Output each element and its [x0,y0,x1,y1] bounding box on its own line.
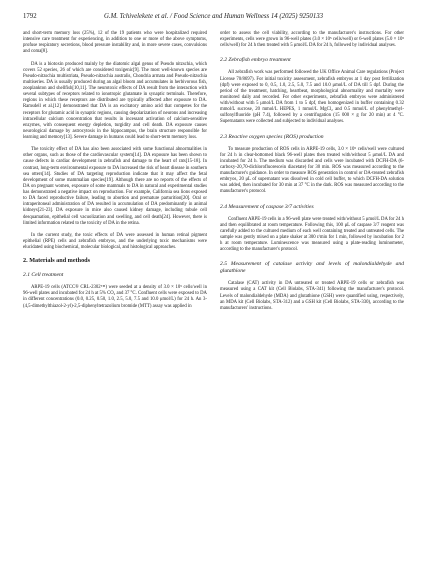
running-header [23,11,404,23]
subsection-heading: 2.5 Measurement of catalase activity and levels of malondialdehyde and glutathione [220,261,404,275]
journal-citation-line: G.M. Tchivelekete et al. / Food Science and Human Wellness 14 (2025) 9250133 [103,13,324,20]
section-heading: 2. Materials and methods [23,257,91,265]
paragraph: Catalase (CAT) activity in DA untreated or treated ARPE-19 cells or zebrafish was measured using a CAT kit (Cell Biolabs, STA-341) following the manufacturer's protocol. Levels of malondialdehyde (MDA) and glutathione (GSH) were quantified using, respectively, an MDA kit (Cell Biolabs, STA-312) and a GSH kit (Cell Biolabs, STA-330), according to the manufacturers' instructions. [220,281,404,311]
paragraph: order to assess the cell viability, according to the manufacturer's instructions. For other experiments, cells were grown in 96-well plates (3.0 × 10⁵ cells/well) or 6-well plates (5.0 × 10⁵ cells/well) for 24 h then treated with 5 μmol/L DA for 24 h, followed by individual analyses. [220,31,404,49]
paragraph: The toxicity effect of DA has also been associated with some functional abnormalities in other organs, such as those of the cardiovascular system[14]. DA exposure has been shown to cause defects in cardiac development in zebrafish and damage to the heart of rats[15-18]. In contrast, long-term environmental exposure to DA increased the risk of heart disease in southern sea otters[14]. Studies of DA targeting reproduction indicate that it may affect the fetal development of some mammalian species[19]. Although there are no reports of the effects of DA on pregnant women, exposure of some mammals to DA in natural and experimental studies has demonstrated a negative impact on reproduction. For example, California sea lions exposed to DA faced reproductive failure, leading to abortion and premature parturition[20]. Oral or intraperitoneal administration of DA resulted in accumulation of DA predominantly in animal kidneys[21-23]. DA exposure in mice also caused kidney damage, including tubule cell desquamation, epithelial cell vacuolization and swelling, and cell death[24]. However, there is limited information related to the toxicity of DA in the retina. [23,147,207,226]
paragraph: In the current study, the toxic effects of DA were assessed in human retinal pigment epithelial (RPE) cells and zebrafish embryos, and the underlying toxic mechanisms were elucidated using biochemical, molecular biological, and histological approaches. [23,232,207,250]
paragraph: Confluent ARPE-19 cells in a 96-well plate were treated with/without 5 μmol/L DA for 24 h and then equilibrated at room temperature. Following this, 100 μL of caspase 3/7 reagent was carefully added to the cultured medium of each well containing treated and untreated cells. The sample was gently mixed on a plate shaker at 300 r/min for 1 min, followed by incubation for 2 h at room temperature. Luminescence was measured using a plate-reading luminometer, according to the manufacturer's protocol. [220,216,404,253]
subsection-heading: 2.4 Measurement of caspase 3/7 activities [220,203,314,210]
subsection-heading: 2.1 Cell treatment [23,272,64,279]
paragraph: DA is a biotoxin produced mainly by the diatomic algal genus of Pseudo nitzschia, which covers 52 species, 26 of which are considered toxigenic[9]. The most well-known species are Pseudo-nitzschia multistriata, Pseudo-nitzschia australis, Chondria armata and Pseudo-nitzschia multiseries. DA is usually produced during an algal bloom and accumulates in herbivorous fish, zooplankton and shellfish[10,11]. The neurotoxic effects of DA result from the interaction with several subtypes of receptors related to ionotropic glutamate in synaptic terminals. Therefore, regions in which these receptors are distributed are typically affected after exposure to DA. Ramsdell et al.[12] demonstrated that DA is an excitatory amino acid that competes for the receptors for glutamic acid in synaptic regions, causing depolarization of neurons and increasing intracellular calcium concentration that results in incessant activation of calcium-sensitive enzymes, with consequent energy depletion, turgidity and cell death. DA exposure causes neurological damage by astrocytosis in the hippocampus, the brain structure responsible for learning and memory[13]. Severe damage in humans could lead to short-term memory loss. [23,61,207,140]
paragraph: All zebrafish work was performed followed the UK Office Animal Care regulations (Project License 70/8697). For initial toxicity assessment, zebrafish embryos at 1 day post fertilization (dpf) were exposed to 0, 0.5, 1.0, 2.5, 5.0, 7.5 and 10.0 μmol/L of DA till 5 dpf. During the period of the treatment, hatching, heartbeat, morphological abnormality and mortality were monitored daily and recorded. For other experiments, zebrafish embryos were administered with/without with 5 μmol/L DA from 1 to 5 dpf, then homogenized in buffer containing 0.32 mmol/L sucrose, 20 mmol/L HEPES, 1 mmol/L MgCl₂ and 0.5 mmol/L of phenylmethyl-sulfonylfluoride (pH 7.4), followed by a centrifugation (15 000 × g for 20 min) at 4 °C. Supernatants were collected and subjected to individual analyses. [220,70,404,125]
subsection-heading: 2.2 Zebrafish embryo treatment [220,57,291,64]
paragraph: ARPE-19 cells (ATCC® CRL-2302™) were seeded at a density of 3.0 × 10⁵ cells/well in 96-well plates and incubated for 24 h at 5% CO₂ and 37 °C. Confluent cells were exposed to DA in different concentrations (0.0, 0.25, 0.50, 1.0, 2.5, 5.0, 7.5 and 10.0 μmol/L) for 24 h. An 3-(4,5-dimethylthiazol-2-yl)-2,5-diphenyltetrazolium bromide (MTT) assay was applied in [23,285,207,309]
paragraph: To measure production of ROS cells in ARPE-19 cells, 3.0 × 10⁵ cells/well were cultured for 24 h in clear-bottomed black 96-well plates then treated with/without 5 μmol/L DA and incubated for 24 h. The medium was discarded and cells were incubated with DCFH-DA (6-carboxy-20,70-dichlorofluorescein diacetate) for 30 min. ROS was measured according to the manufacturer's guidance. In order to measure ROS generation in control or DA-treated zebrafish embryos, 20 μL of supernatant was dissolved in cold cell buffer, to which DCFH-DA solution was added, then incubated for 30 min at 37 °C in the dark. ROS was measured according to the manufacturer's protocol. [220,146,404,195]
right-column [220,31,404,318]
page-number: 1792 [23,13,37,20]
paragraph: and short-term memory loss (25%), 12 of the 19 patients who were hospitalized required intensive care treatment for experiencing, in addition to one or more of the above symptoms, profuse respiratory secretions, blood pressure instability and, in more severe cases, convulsions and coma[8]. [23,31,207,55]
subsection-heading: 2.3 Reactive oxygen species (ROS) production [220,133,324,140]
left-column [23,31,207,316]
